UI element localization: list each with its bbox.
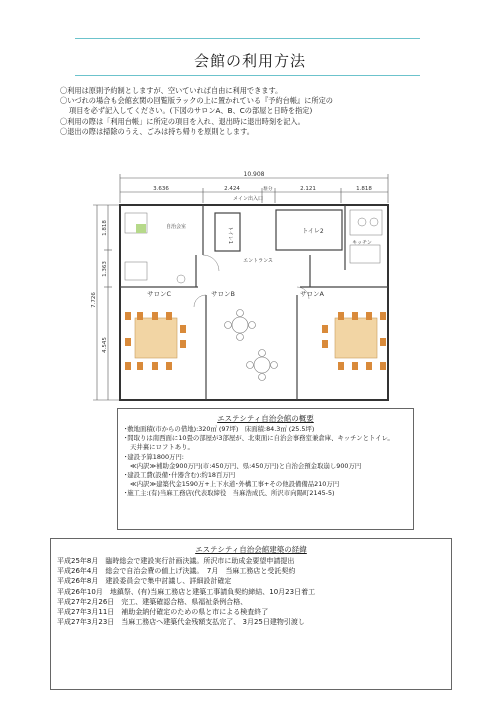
dim-height: 4.545 [102, 337, 108, 353]
history-line: 平成25年8月 臨時総会で建設実行計画決議。所沢市に助成金要望申請提出 [57, 557, 295, 565]
plant-icon [136, 224, 146, 233]
room-label-toilet2: トイレ2 [302, 228, 324, 235]
overview-box [117, 408, 414, 530]
overview-title: エステシティ自治会館の概要 [217, 414, 314, 423]
overview-list [124, 425, 394, 499]
dim-height: 1.818 [102, 220, 108, 236]
history-title: エステシティ自治会館建築の経緯 [195, 545, 307, 554]
overview-line: ･建設予算1800万円: [124, 452, 184, 461]
main-entrance-label: メイン出入口 [233, 196, 263, 202]
rule-line: 〇退出の際は掃除のうえ、ごみは持ち帰りを原則とします。 [60, 126, 254, 136]
overview-line: ･建設工費(設備･什器含む):約18百万円 [124, 471, 236, 480]
salon-b-furniture [225, 310, 278, 381]
overview-line: ･敷地面積(市からの借地):320㎡ (97坪) 床面積:84.3㎡ (25.5坪) [124, 425, 315, 433]
rule-line: 〇利用は原則予約制としますが、空いていれば自由に利用できます。 [60, 86, 283, 95]
title-underline [75, 75, 420, 76]
usage-rules [60, 86, 450, 137]
history-line: 平成26年4月 総会で自治会費の値上げ決議。 7月 当麻工務店と受託契約 [57, 567, 296, 576]
dim-total-height: 7.726 [91, 292, 97, 308]
history-line: 平成27年2月26日 完工、建築確認合格、県福祉条例合格、 [57, 597, 248, 606]
rule-line: 〇いづれの場合も会館玄関の回覧版ラックの上に置かれている『予約台帳』に所定の [60, 96, 333, 106]
room-label-salon-c: サロンC [146, 290, 172, 298]
history-line: 平成26年10月 地鎮祭、(有)当麻工務店と建築工事請負契約締結、10月23日着工 [57, 587, 316, 596]
salon-a-furniture [322, 312, 386, 370]
history-line: 平成27年3月11日 補助金納付確定のための県と市による検査終了 [57, 608, 269, 617]
room-label-toilet1: トイレ1 [227, 226, 233, 244]
room-label-salon-b: サロンB [211, 290, 235, 298]
history-box [50, 538, 452, 690]
rule-line: 項目を必ず記入してください。(下図のサロンA、B、Cの部屋と日時を指定) [69, 106, 313, 116]
dim-width: 駐分 [263, 187, 273, 192]
top-rule [75, 38, 420, 39]
rule-line: 〇利用の際は「利用台帳」に所定の項目を入れ、退出時に退出時刻を記入。 [60, 116, 305, 126]
dim-width: 1.818 [356, 186, 372, 192]
dim-width: 3.636 [153, 186, 169, 192]
overview-line: ≪内訳≫建築代金1590万+上下水道･外構工事+その他設備備品210万円 [130, 480, 340, 489]
dim-height: 1.363 [102, 261, 108, 277]
overview-line: ･施工主:(有)当麻工務店(代表取締役 当麻浩成氏、所沢市向陽町2145-5) [124, 489, 335, 498]
overview-line: 天井裏にロフトあり。 [130, 443, 194, 452]
history-line: 平成27年3月23日 当麻工務店へ建築代金残額支払完了、 3月25日建物引渡し [57, 618, 305, 627]
dim-width: 2.121 [300, 186, 316, 192]
dim-total-width: 10.908 [243, 171, 265, 178]
room-label-entrance: エントランス [243, 258, 273, 264]
room-label-kitchen: キッチン [352, 240, 372, 246]
history-list [57, 556, 315, 627]
room-label-jichi: 自治会室 [165, 224, 187, 230]
overview-line: ･間取りは南西面に10畳の部屋が3部屋が、北東面に自治会事務室兼倉庫、キッチンとトイレ。 [124, 434, 394, 443]
salon-c-furniture [125, 312, 186, 370]
history-line: 平成26年8月 建設委員会で集中討議し、詳細設計確定 [57, 577, 232, 586]
room-label-salon-a: サロンA [300, 290, 324, 298]
dim-width: 2.424 [224, 186, 240, 192]
overview-line: ≪内訳≫補助金900万円(市:450万円、県:450万円)と自治会預金取崩し900万円 [130, 461, 362, 470]
page-title: 会館の利用方法 [193, 52, 306, 70]
